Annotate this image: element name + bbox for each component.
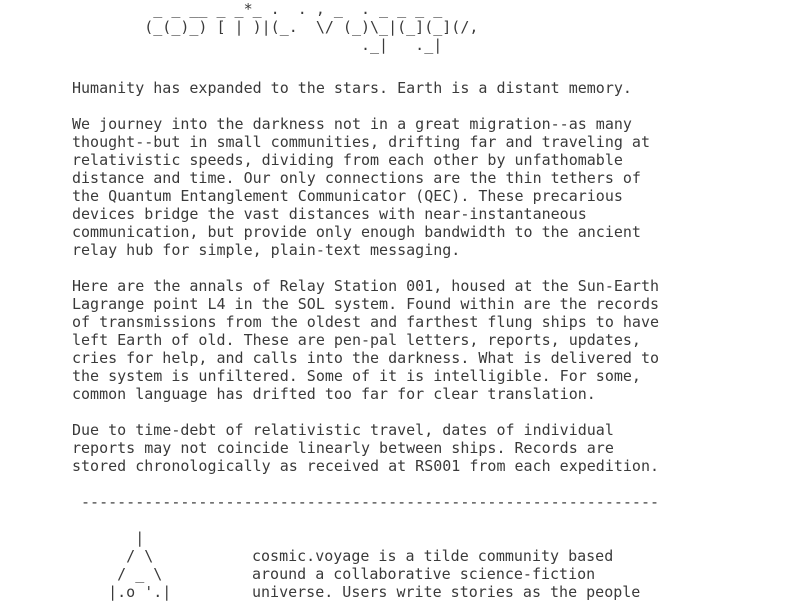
intro-paragraph-time-debt: Due to time-debt of relativistic travel, dates of individual reports may not coincide linearly between ships. Records are stored chronologically as received at RS001 from each expedition. [72,421,659,475]
intro-paragraph-relay-station: Here are the annals of Relay Station 001, housed at the Sun-Earth Lagrange point L4 in the SOL system. Found within are the records of transmissions from the oldest and farthest flung ships to have left Earth of old. These are pen-pal letters, reports, updates, cries for help, and calls into the darkness. What is delivered to the system is unfiltered. Some of it is intelligible. For some, common language has drifted too far for clear translation. [72,277,659,403]
intro-tagline: Humanity has expanded to the stars. Earth is a distant memory. [72,79,632,97]
logo-line-1: _ _ __ _ _*_ . . , _ . _ _ _ _ [72,0,443,18]
ascii-logo [72,0,478,54]
logo-line-3: ._| ._| [72,36,443,54]
ship-ascii-art: | / \ / _ \ |.o '.| [108,529,172,601]
intro-paragraph-qec: We journey into the darkness not in a great migration--as many thought--but in small communities, drifting far and traveling at relativistic speeds, dividing from each other by unfathomable distance and time. Our only connections are the thin tethers of the Quantum Entanglement Communicator (QEC). These precarious devices bridge the vast distances with near-instantaneous communication, but provide only enough bandwidth to the ancient relay hub for simple, plain-text messaging. [72,115,650,259]
about-description: cosmic.voyage is a tilde community based around a collaborative science-fiction universe. Users write stories as the people [252,547,641,601]
section-divider: ---------------------------------------------------------------- [72,493,659,511]
logo-line-2: (_(_)_) [ | )|(_. \/ (_)\_|(_](_](/, [72,18,479,36]
